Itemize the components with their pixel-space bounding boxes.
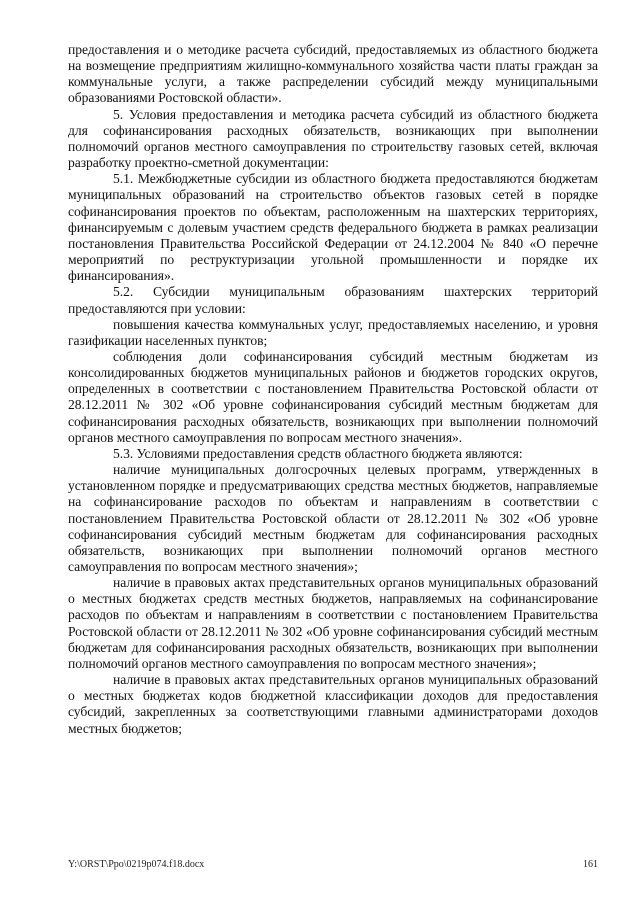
paragraph-condition-programs: наличие муниципальных долгосрочных целевых программ, утвержденных в установленном порядке и предусматривающих средства местных бюджетов, направляемые на софинансирование расходов по объектам и направлениям в соответствии с постановлением Правительства Ростовской области от 28.12.2011 № 302 «Об уровне софинансирования субсидий местным бюджетам для софинансирования расходных обязательств, возникающих при выполнении полномочий органов местного самоуправления по вопросам местного значения»; xyxy=(68,462,598,574)
footer-file-path: Y:\ORST\Ppo\0219p074.f18.docx xyxy=(68,859,205,870)
paragraph-condition-legal-acts-funds: наличие в правовых актах представительных органов муниципальных образований о местных бюджетах средств местных бюджетов, направляемых на софинансирование расходов по объектам и направлениям в соответствии с постановлением Правительства Ростовской области от 28.12.2011 № 302 «Об уровне софинансирования субсидий местным бюджетам для софинансирования расходных обязательств, возникающих при выполнении полномочий органов местного самоуправления по вопросам местного значения»; xyxy=(68,575,598,671)
footer-page-number: 161 xyxy=(583,859,598,870)
page-footer xyxy=(68,859,598,873)
document-body xyxy=(68,42,598,737)
paragraph-section-5-3: 5.3. Условиями предоставления средств областного бюджета являются: xyxy=(113,445,523,461)
paragraph-section-5: 5. Условия предоставления и методика расчета субсидий из областного бюджета для софинансирования расходных обязательств, возникающих при выполнении полномочий органов местного самоуправления по строительству газовых сетей, включая разработку проектно-сметной документации: xyxy=(68,106,598,171)
paragraph-condition-quality: повышения качества коммунальных услуг, предоставляемых населению, и уровня газификации населенных пунктов; xyxy=(68,316,598,348)
paragraph-condition-legal-acts-codes: наличие в правовых актах представительных органов муниципальных образований о местных бюджетах кодов бюджетной классификации доходов для предоставления субсидий, закрепленных за соответствующими главными администраторами доходов местных бюджетов; xyxy=(68,672,598,736)
paragraph-continuation: предоставления и о методике расчета субсидий, предоставляемых из областного бюджета на возмещение предприятиям жилищно-коммунального хозяйства части платы граждан за коммунальные услуги, а также распределении субсидий между муниципальными образованиями Ростовской области». xyxy=(68,42,598,106)
paragraph-condition-cofinancing: соблюдения доли софинансирования субсидий местным бюджетам из консолидированных бюджетов муниципальных районов и бюджетов городских округов, определенных в соответствии с постановлением Правительства Ростовской области от 28.12.2011 № 302 «Об уровне софинансирования субсидий местным бюджетам для софинансирования расходных обязательств, возникающих при выполнении полномочий органов местного самоуправления по вопросам местного значения». xyxy=(68,348,598,445)
paragraph-section-5-2: 5.2. Субсидии муниципальным образованиям шахтерских территорий предоставляются при условии: xyxy=(68,284,598,316)
paragraph-section-5-1: 5.1. Межбюджетные субсидии из областного бюджета предоставляются бюджетам муниципальных образований на строительство объектов газовых сетей в порядке софинансирования проектов по объектам, расположенным на шахтерских территориях, финансируемым с долевым участием средств федерального бюджета в рамках реализации постановления Правительства Российской Федерации от 24.12.2004 № 840 «О перечне мероприятий по реструктуризации угольной промышленности и порядке их финансирования». xyxy=(68,171,598,284)
